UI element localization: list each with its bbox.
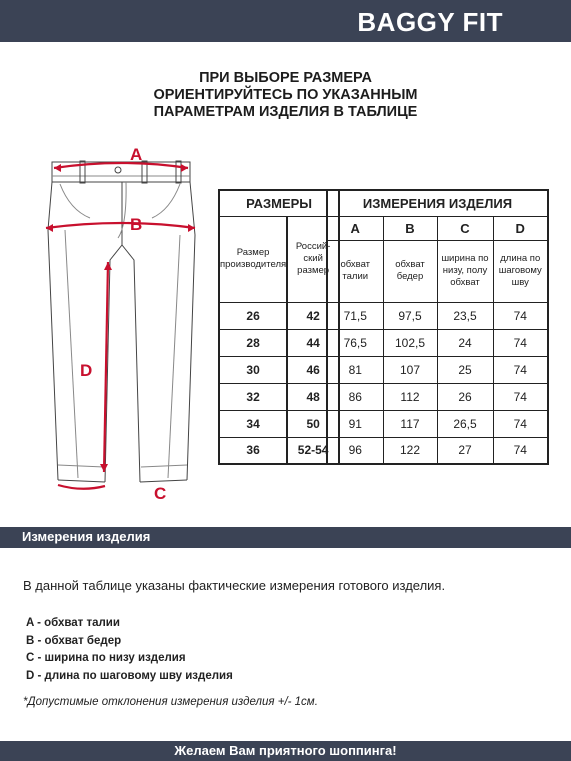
intro-line: ПАРАМЕТРАМ ИЗДЕЛИЯ В ТАБЛИЦЕ (153, 104, 418, 120)
measure-line-c (58, 485, 105, 489)
intro-line: ОРИЕНТИРУЙТЕСЬ ПО УКАЗАННЫМ (153, 87, 418, 103)
measurements-note: В данной таблице указаны фактические измерения готового изделия. (23, 578, 446, 593)
col-letter-b: B (383, 216, 437, 240)
top-banner (0, 0, 571, 42)
sizes-table-title: РАЗМЕРЫ (219, 190, 339, 216)
measurements-table-title: ИЗМЕРЕНИЯ ИЗДЕЛИЯ (327, 190, 548, 216)
size-cell: 32 (219, 383, 287, 410)
measure-cell: 74 (493, 356, 548, 383)
size-cell: 36 (219, 437, 287, 464)
measure-cell: 74 (493, 383, 548, 410)
size-cell: 34 (219, 410, 287, 437)
section-header (0, 527, 571, 548)
measure-cell: 74 (493, 302, 548, 329)
col-desc-b: обхват бедер (383, 240, 437, 302)
size-cell: 28 (219, 329, 287, 356)
col-letter-c: C (437, 216, 493, 240)
measure-cell: 23,5 (437, 302, 493, 329)
left-hem (58, 480, 105, 482)
size-cell: 46 (287, 356, 339, 383)
measure-cell: 26 (437, 383, 493, 410)
measure-cell: 117 (383, 410, 437, 437)
measure-cell: 24 (437, 329, 493, 356)
legend-item: C - ширина по низу изделия (26, 652, 186, 664)
col-letter-a: A (327, 216, 383, 240)
belt-loop (176, 161, 181, 183)
measure-cell: 27 (437, 437, 493, 464)
legend-item: D - длина по шаговому шву изделия (26, 669, 233, 682)
measure-cell: 74 (493, 437, 548, 464)
tolerance-note: *Допустимые отклонения измерения изделия +/- 1см. (23, 696, 318, 708)
label-d: D (80, 361, 93, 380)
col-desc-d: длина по шаговому шву (493, 240, 548, 302)
intro-heading (100, 70, 471, 121)
measure-cell: 25 (437, 356, 493, 383)
sizes-table (218, 189, 340, 465)
measure-cell: 86 (327, 383, 383, 410)
col-desc-c: ширина по низу, полу обхват (437, 240, 493, 302)
col-letter-d: D (493, 216, 548, 240)
measure-cell: 122 (383, 437, 437, 464)
section-title: Измерения изделия (22, 529, 151, 544)
measure-cell: 97,5 (383, 302, 437, 329)
footer-text: Желаем Вам приятного шоппинга! (174, 743, 397, 758)
measure-cell: 91 (327, 410, 383, 437)
size-cell: 52-54 (287, 437, 339, 464)
measure-legend (26, 615, 233, 685)
pants-diagram (30, 140, 200, 505)
measure-cell: 96 (327, 437, 383, 464)
measurements-table (326, 189, 549, 465)
footer-banner (0, 741, 571, 761)
intro-line: ПРИ ВЫБОРЕ РАЗМЕРА (199, 70, 372, 86)
brand-title: BAGGY FIT (357, 7, 503, 37)
size-cell: 50 (287, 410, 339, 437)
legend-item: A - обхват талии (26, 617, 120, 629)
col-desc-a: обхват талии (327, 240, 383, 302)
button-icon (115, 167, 121, 173)
measure-cell: 76,5 (327, 329, 383, 356)
right-hem (140, 480, 187, 482)
label-a: A (130, 145, 143, 164)
measure-cell: 74 (493, 410, 548, 437)
measure-cell: 107 (383, 356, 437, 383)
size-cell: 42 (287, 302, 339, 329)
size-cell: 26 (219, 302, 287, 329)
col-russian-size: Россий-ский размер (287, 216, 339, 302)
size-cell: 48 (287, 383, 339, 410)
measure-line-a (54, 163, 188, 168)
inseam-outline (105, 245, 140, 482)
measure-cell: 102,5 (383, 329, 437, 356)
measure-cell: 81 (327, 356, 383, 383)
measure-cell: 26,5 (437, 410, 493, 437)
label-b: B (130, 215, 143, 234)
measure-line-b (46, 223, 195, 228)
measure-cell: 112 (383, 383, 437, 410)
legend-item: B - обхват бедер (26, 634, 122, 647)
label-c: C (154, 484, 167, 503)
measure-cell: 74 (493, 329, 548, 356)
size-cell: 44 (287, 329, 339, 356)
size-cell: 30 (219, 356, 287, 383)
measure-cell: 71,5 (327, 302, 383, 329)
col-manufacturer-size: Размер производителя (219, 216, 287, 302)
